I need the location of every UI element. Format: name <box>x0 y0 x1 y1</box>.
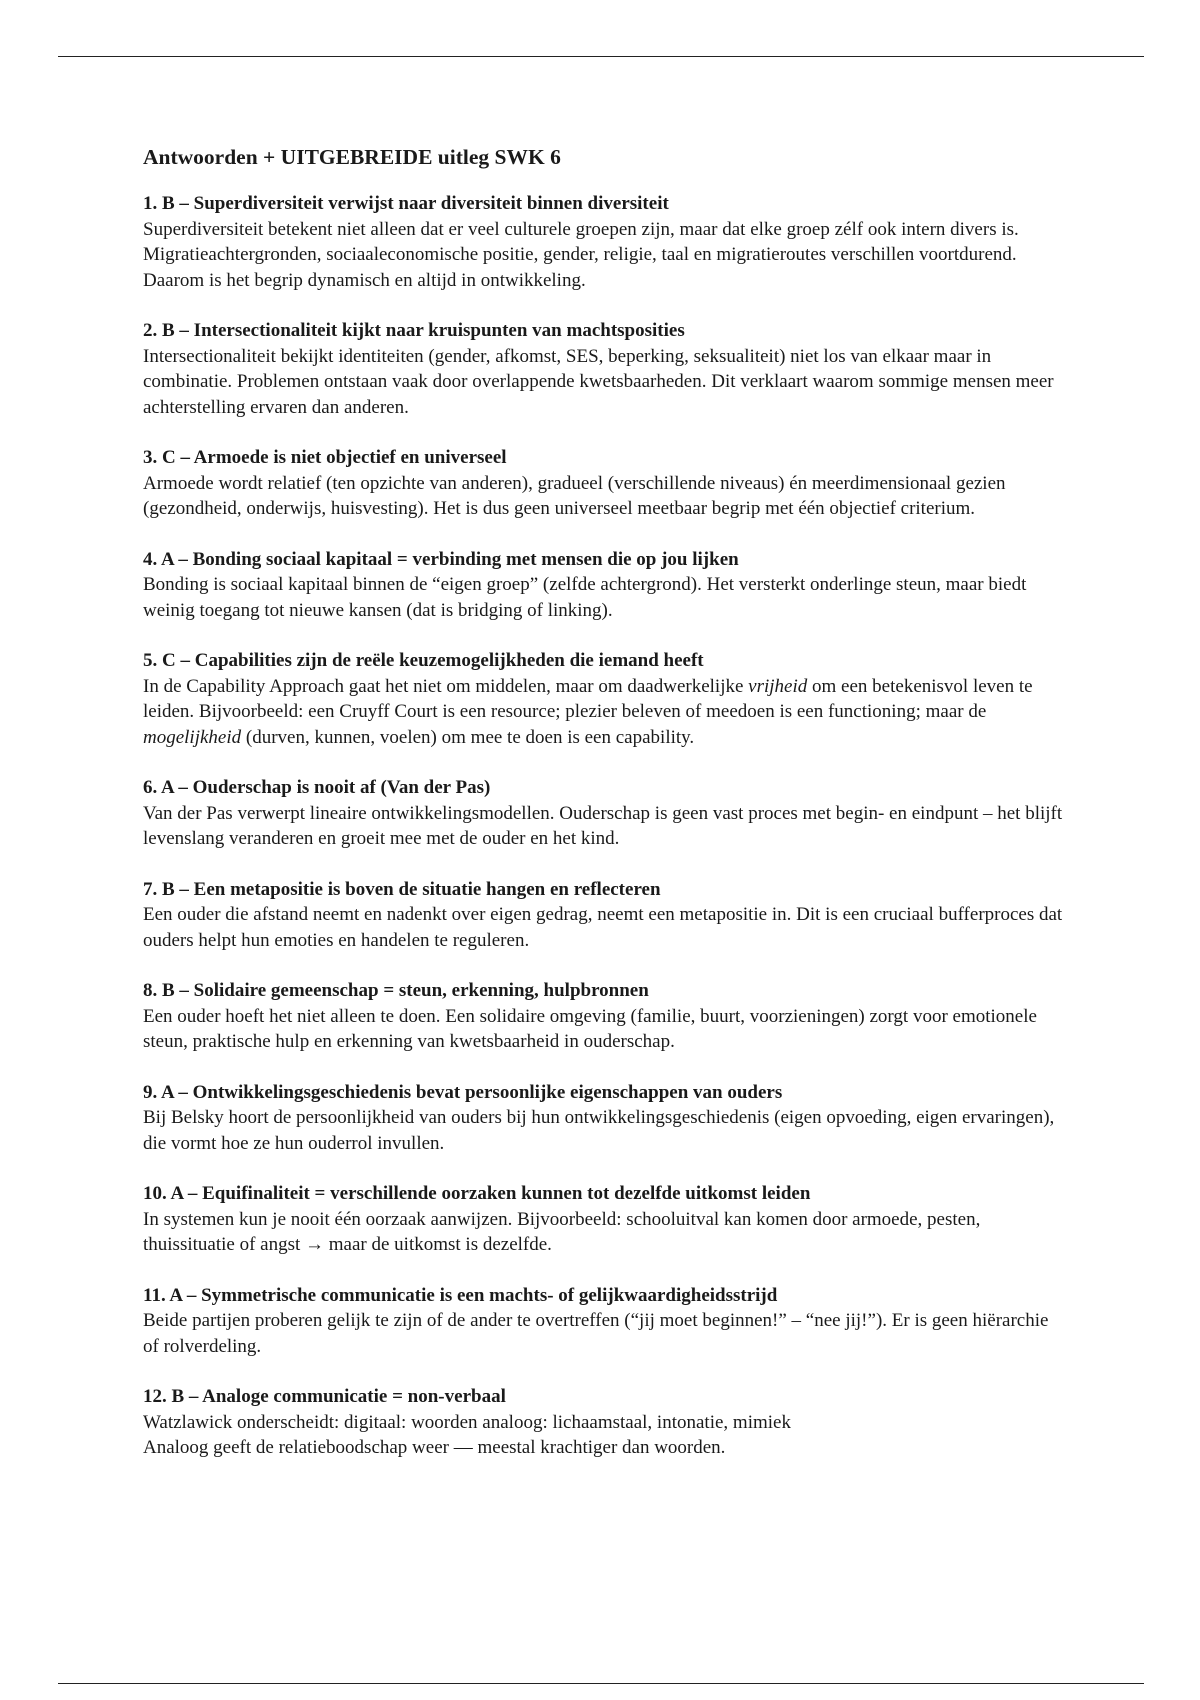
emphasized-text: vrijheid <box>748 675 808 697</box>
answer-item <box>143 1283 1063 1360</box>
bottom-rule <box>58 1683 1144 1684</box>
answer-item <box>143 877 1063 954</box>
answer-item <box>143 1384 1063 1461</box>
answer-item <box>143 547 1063 624</box>
answer-heading: 5. C – Capabilities zijn de reële keuzemogelijkheden die iemand heeft <box>143 650 704 671</box>
explanation-text: Superdiversiteit betekent niet alleen dat er veel culturele groepen zijn, maar dat elke groep zélf ook intern divers is. Migratieachtergronden, sociaaleconomische positie, gender, religie, taal en migratieroutes verschillen voortdurend. Daarom is het begrip dynamisch en altijd in ontwikkeling. <box>143 218 1019 291</box>
answer-explanation <box>143 801 1063 852</box>
answer-item <box>143 318 1063 420</box>
answer-explanation <box>143 902 1063 953</box>
answer-item <box>143 1181 1063 1258</box>
answer-explanation <box>143 344 1063 421</box>
explanation-text: In systemen kun je nooit één oorzaak aanwijzen. Bijvoorbeeld: schooluitval kan komen door armoede, pesten, thuissituatie of angst → maar de uitkomst is dezelfde. <box>143 1208 981 1255</box>
document-title: Antwoorden + UITGEBREIDE uitleg SWK 6 <box>143 145 561 169</box>
answer-heading: 9. A – Ontwikkelingsgeschiedenis bevat persoonlijke eigenschappen van ouders <box>143 1081 783 1103</box>
answer-heading: 8. B – Solidaire gemeenschap = steun, erkenning, hulpbronnen <box>143 980 649 1001</box>
top-rule <box>58 56 1144 57</box>
document-content <box>143 142 1063 1486</box>
explanation-text: Beide partijen proberen gelijk te zijn of de ander te overtreffen (“jij moet beginnen!” – “nee jij!”). Er is geen hiërarchie of rolverdeling. <box>143 1310 1049 1357</box>
answer-explanation <box>143 674 1063 751</box>
answer-item <box>143 191 1063 293</box>
explanation-text: Bij Belsky hoort de persoonlijkheid van ouders bij hun ontwikkelingsgeschiedenis (eigen opvoeding, eigen ervaringen), die vormt hoe ze hun ouderrol invullen. <box>143 1107 1055 1154</box>
answer-item <box>143 775 1063 852</box>
answer-heading: 10. A – Equifinaliteit = verschillende oorzaken kunnen tot dezelfde uitkomst leiden <box>143 1183 811 1204</box>
explanation-text: Watzlawick onderscheidt: digitaal: woorden analoog: lichaamstaal, intonatie, mimiek <box>143 1411 791 1433</box>
answer-heading: 4. A – Bonding sociaal kapitaal = verbinding met mensen die op jou lijken <box>143 548 739 570</box>
explanation-text: (durven, kunnen, voelen) om mee te doen is een capability. <box>241 726 695 748</box>
answer-explanation <box>143 1207 1063 1258</box>
answer-explanation <box>143 217 1063 294</box>
answer-heading: 6. A – Ouderschap is nooit af (Van der Pas) <box>143 777 491 798</box>
answer-explanation <box>143 1004 1063 1055</box>
answer-heading: 11. A – Symmetrische communicatie is een machts- of gelijkwaardigheidsstrijd <box>143 1284 778 1306</box>
answer-heading: 2. B – Intersectionaliteit kijkt naar kruispunten van machtsposities <box>143 320 685 341</box>
answer-explanation <box>143 1105 1063 1156</box>
explanation-text: Van der Pas verwerpt lineaire ontwikkelingsmodellen. Ouderschap is geen vast proces met begin- en eindpunt – het blijft levenslang veranderen en groeit mee met de ouder en het kind. <box>143 802 1063 849</box>
answer-explanation <box>143 572 1063 623</box>
emphasized-text: mogelijkheid <box>143 726 242 748</box>
explanation-text: Een ouder die afstand neemt en nadenkt over eigen gedrag, neemt een metapositie in. Dit is een cruciaal bufferproces dat ouders helpt hun emoties en handelen te reguleren. <box>143 904 1063 951</box>
answer-heading: 7. B – Een metapositie is boven de situatie hangen en reflecteren <box>143 878 661 900</box>
explanation-text: In de Capability Approach gaat het niet om middelen, maar om daadwerkelijke <box>143 675 749 697</box>
answer-heading: 3. C – Armoede is niet objectief en universeel <box>143 447 507 468</box>
answer-item <box>143 648 1063 750</box>
answer-heading: 12. B – Analoge communicatie = non-verbaal <box>143 1386 506 1407</box>
answer-item <box>143 1080 1063 1157</box>
answer-item <box>143 445 1063 522</box>
answer-item <box>143 978 1063 1055</box>
answer-list <box>143 191 1063 1461</box>
answer-explanation <box>143 1308 1063 1359</box>
explanation-text: Bonding is sociaal kapitaal binnen de “eigen groep” (zelfde achtergrond). Het versterkt onderlinge steun, maar biedt weinig toegang tot nieuwe kansen (dat is bridging of linking). <box>143 574 1027 621</box>
answer-heading: 1. B – Superdiversiteit verwijst naar diversiteit binnen diversiteit <box>143 193 669 214</box>
explanation-text: om een betekenisvol leven te leiden. Bijvoorbeeld: een Cruyff Court is een resource; plezier beleven of meedoen is een functioning; maar de <box>143 675 1033 722</box>
explanation-text: Een ouder hoeft het niet alleen te doen. Een solidaire omgeving (familie, buurt, voorzieningen) zorgt voor emotionele steun, praktische hulp en erkenning van kwetsbaarheid in ouderschap. <box>143 1005 1037 1052</box>
answer-explanation <box>143 1410 1063 1461</box>
explanation-text: Intersectionaliteit bekijkt identiteiten (gender, afkomst, SES, beperking, seksualiteit) niet los van elkaar maar in combinatie. Problemen ontstaan vaak door overlappende kwetsbaarheden. Dit verklaart waarom sommige mensen meer achterstelling ervaren dan anderen. <box>143 345 1054 418</box>
explanation-text: Armoede wordt relatief (ten opzichte van anderen), gradueel (verschillende niveaus) én meerdimensionaal gezien (gezondheid, onderwijs, huisvesting). Het is dus geen universeel meetbaar begrip met één objectief criterium. <box>143 472 1006 519</box>
explanation-text: Analoog geeft de relatieboodschap weer — meestal krachtiger dan woorden. <box>143 1437 726 1458</box>
answer-explanation <box>143 471 1063 522</box>
